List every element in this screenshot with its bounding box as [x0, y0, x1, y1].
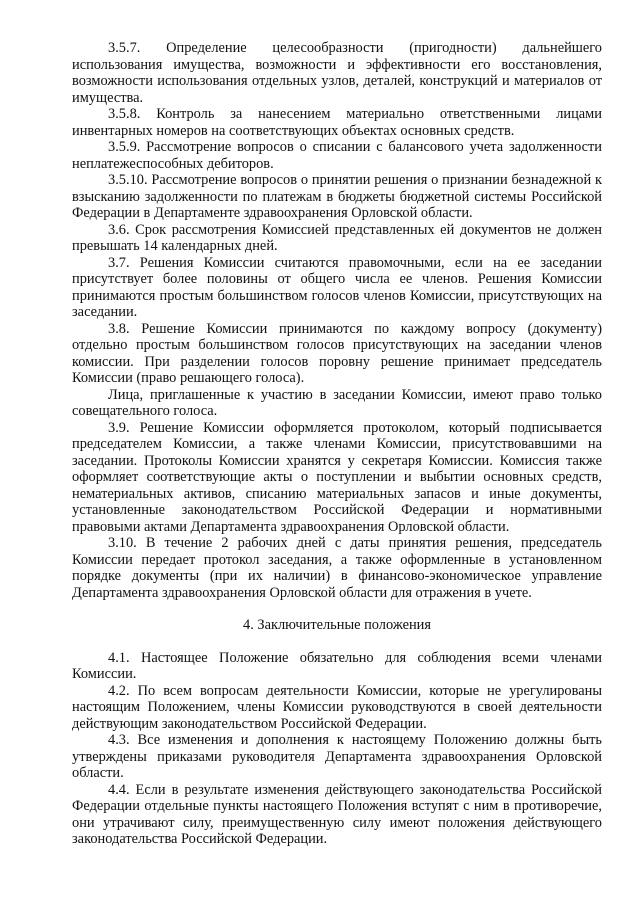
paragraph-3-5-10: 3.5.10. Рассмотрение вопросов о принятии решения о признании безнадежной к взысканию задолженности по платежам в бюджеты бюджетной системы Российской Федерации в Департаменте здравоохранения Орловской области.: [72, 172, 602, 221]
paragraph-3-8: 3.8. Решение Комиссии принимаются по каждому вопросу (документу) отдельно простым большинством голосов присутствующих на заседании членов комиссии. При разделении голосов поровну решение принимает председатель Комиссии (право решающего голоса).: [72, 320, 602, 386]
paragraph-3-5-8: 3.5.8. Контроль за нанесением материально ответственными лицами инвентарных номеров на соответствующих объектах основных средств.: [72, 106, 602, 139]
paragraph-3-5-7: 3.5.7. Определение целесообразности (пригодности) дальнейшего использования имущества, возможности и эффективности его восстановления, возможности использования отдельных узлов, деталей, конструкций и материалов от имущества.: [72, 40, 602, 106]
document-page: [72, 40, 602, 848]
paragraph-3-6: 3.6. Срок рассмотрения Комиссией представленных ей документов не должен превышать 14 календарных дней.: [72, 221, 602, 254]
paragraph-4-1: 4.1. Настоящее Положение обязательно для соблюдения всеми членами Комиссии.: [72, 649, 602, 682]
paragraph-3-5-9: 3.5.9. Рассмотрение вопросов о списании с балансового учета задолженности неплатежеспособных дебиторов.: [72, 139, 602, 172]
paragraph-invited-persons: Лица, приглашенные к участию в заседании Комиссии, имеют право только совещательного голоса.: [72, 386, 602, 419]
section-heading: 4. Заключительные положения: [243, 617, 431, 633]
paragraph-3-10: 3.10. В течение 2 рабочих дней с даты принятия решения, председатель Комиссии передает протокол заседания, а также оформленные в установленном порядке документы (при их наличии) в финансово-экономическое управление Департамента здравоохранения Орловской области для отражения в учете.: [72, 535, 602, 601]
paragraph-3-7: 3.7. Решения Комиссии считаются правомочными, если на ее заседании присутствует более половины от общего числа ее членов. Решения Комиссии принимаются простым большинством голосов членов Комиссии, присутствующих на заседании.: [72, 254, 602, 320]
paragraph-4-3: 4.3. Все изменения и дополнения к настоящему Положению должны быть утверждены приказами руководителя Департамента здравоохранения Орловской области.: [72, 732, 602, 781]
paragraph-4-2: 4.2. По всем вопросам деятельности Комиссии, которые не урегулированы настоящим Положением, члены Комиссии руководствуются в своей деятельности действующим законодательством Российской Федерации.: [72, 682, 602, 732]
paragraph-3-9: 3.9. Решение Комиссии оформляется протоколом, который подписывается председателем Комиссии, а также членами Комиссии, присутствовавшими на заседании. Протоколы Комиссии хранятся у секретаря Комиссии. Комиссия также оформляет соответствующие акты о поступлении и выбытии основных средств, нематериальных активов, списанию материальных запасов и иные документы, установленные законодательством Российской Федерации и нормативными правовыми актами Департамента здравоохранения Орловской области.: [72, 419, 602, 535]
paragraph-4-4: 4.4. Если в результате изменения действующего законодательства Российской Федерации отдельные пункты настоящего Положения вступят с ним в противоречие, они утрачивают силу, преимущественную силу имеют положения действующего законодательства Российской Федерации.: [72, 781, 602, 847]
